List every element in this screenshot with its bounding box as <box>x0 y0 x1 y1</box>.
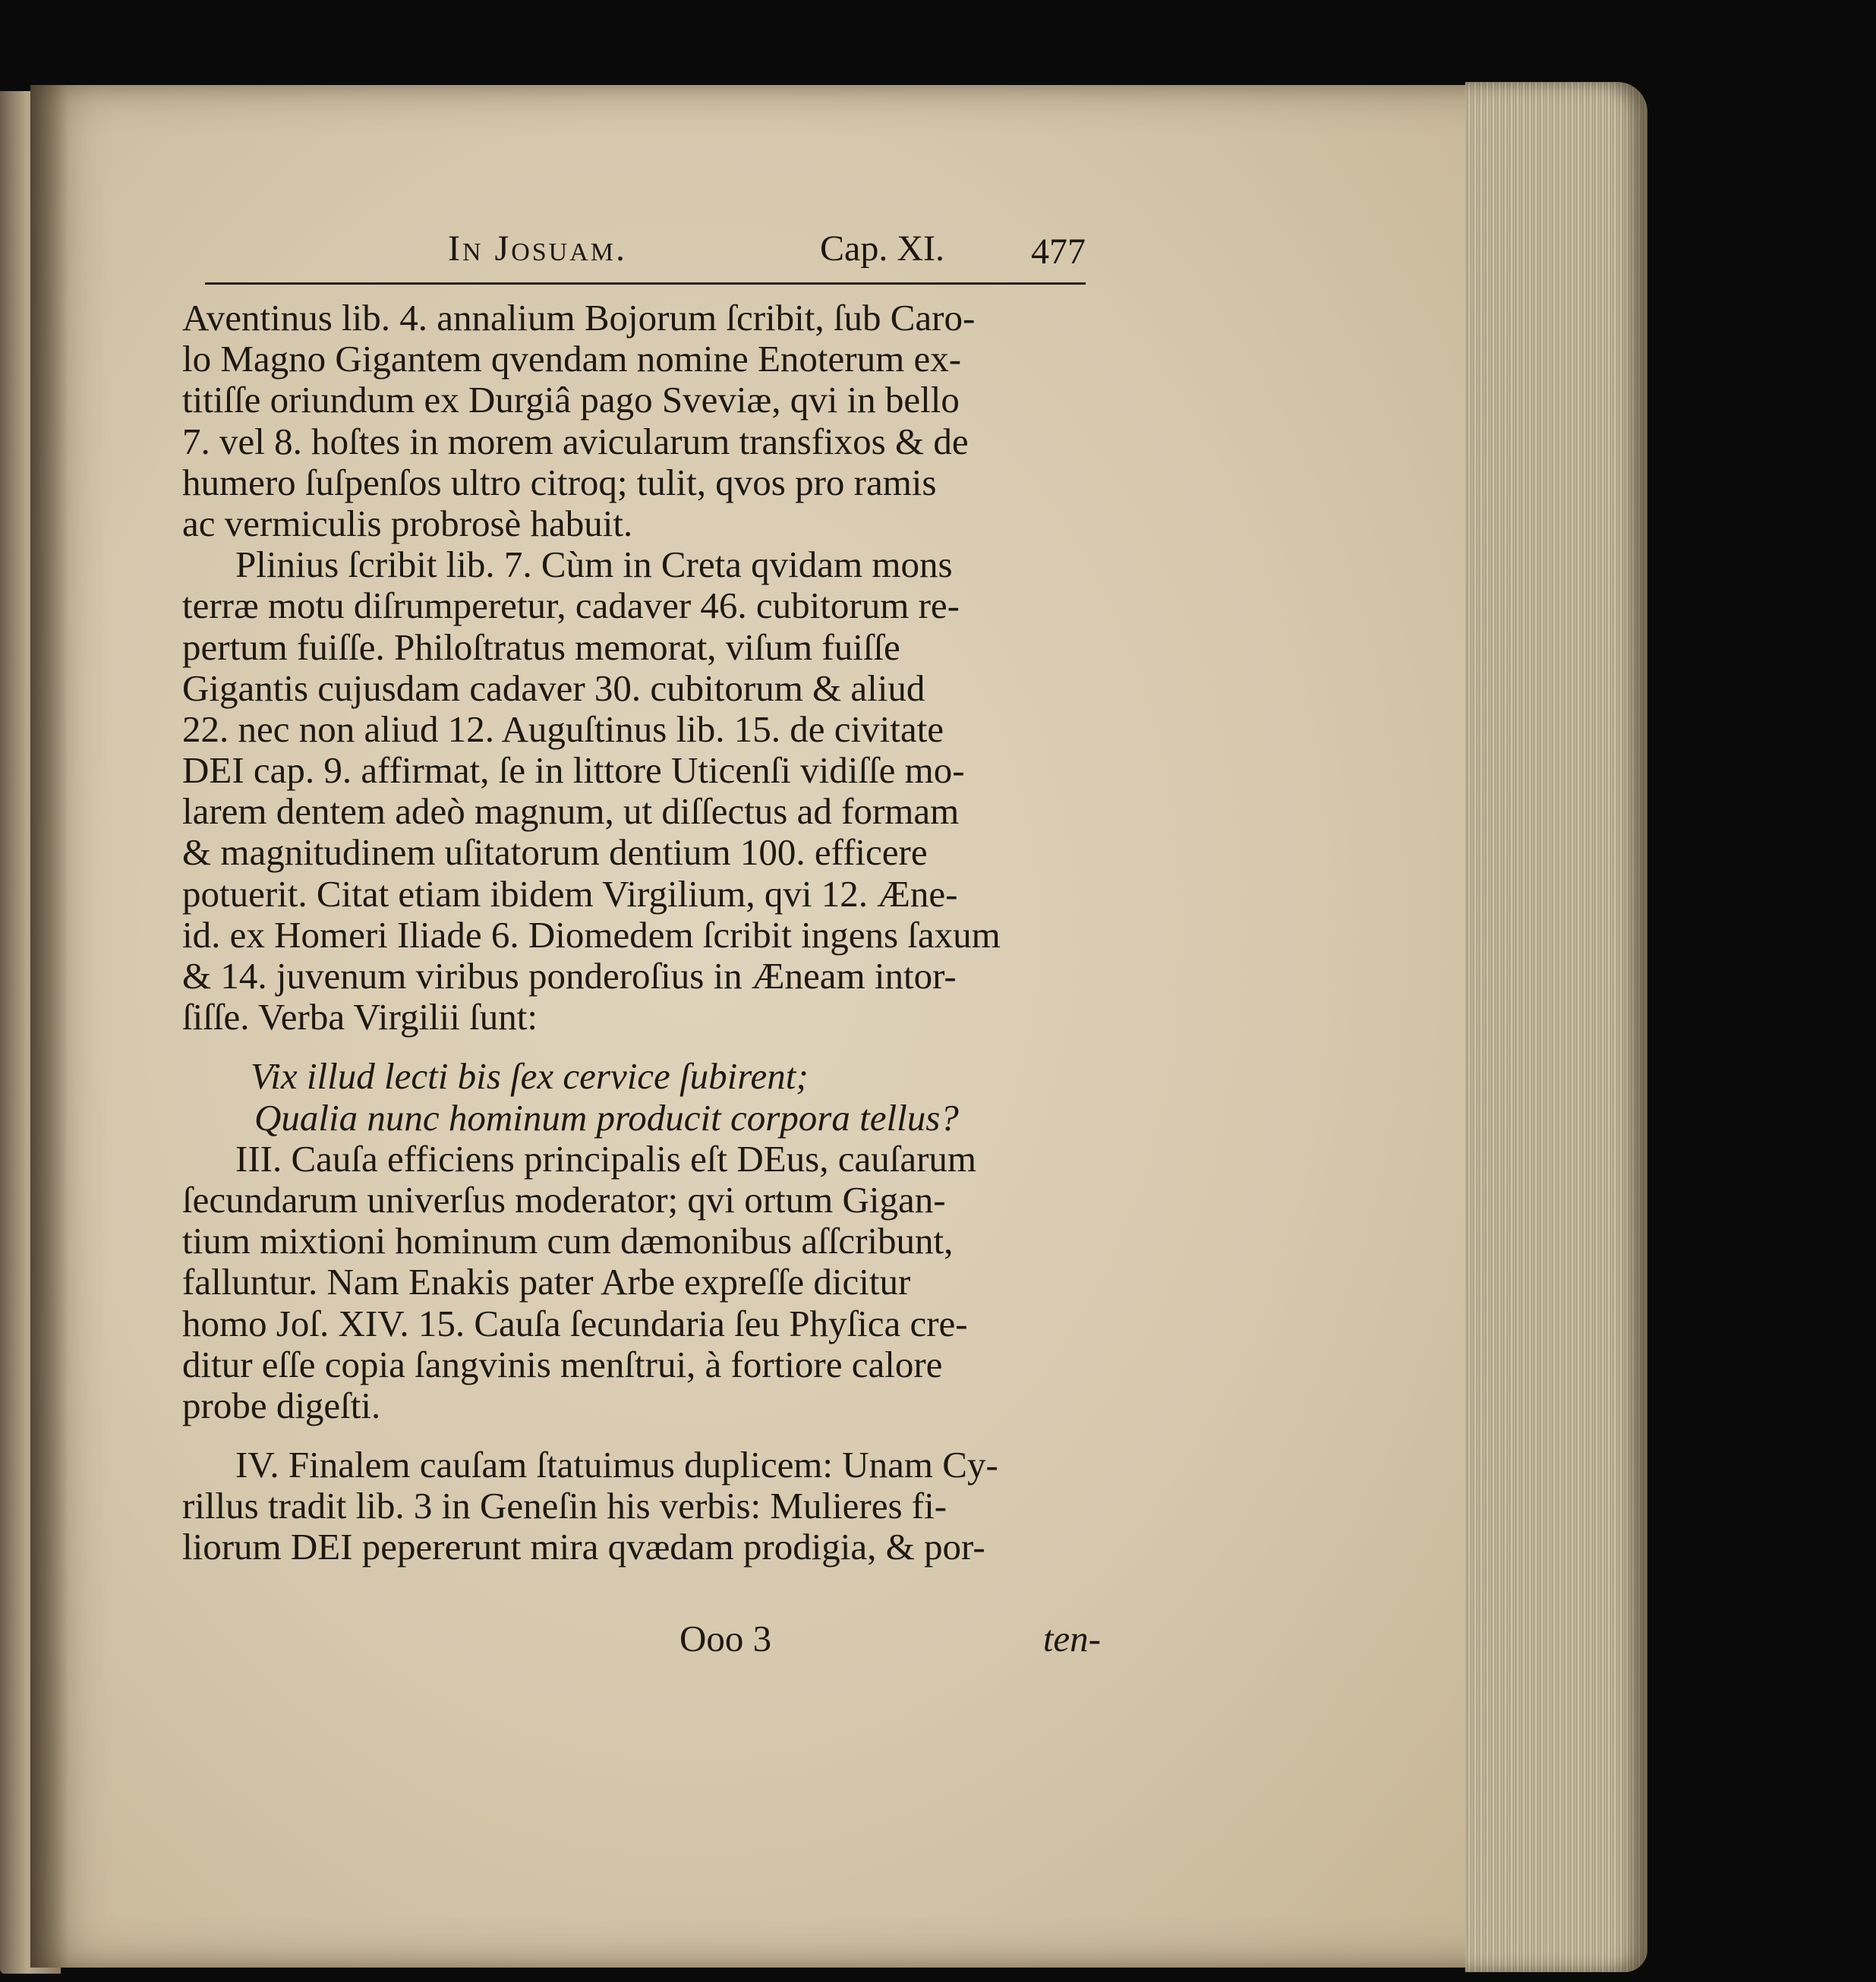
text-line: titiſſe oriundum ex Durgiâ pago Sveviæ, qvi in bello <box>182 379 960 421</box>
header-rule <box>205 282 1086 285</box>
text-line: Aventinus lib. 4. annalium Bojorum ſcribit, ſub Caro- <box>182 297 976 339</box>
text-line: tium mixtioni hominum cum dæmonibus aſſcribunt, <box>182 1220 954 1262</box>
spacer <box>182 1426 1101 1445</box>
text-line: Gigantis cujusdam cadaver 30. cubitorum & aliud <box>182 666 925 709</box>
text-line: IV. Finalem cauſam ſtatuimus duplicem: Unam Cy- <box>235 1444 998 1486</box>
page-header <box>186 228 1093 288</box>
text-line: ſecundarum univerſus moderator; qvi ortum Gigan- <box>182 1178 946 1221</box>
text-line: ditur eſſe copia ſangvinis menſtrui, à fortiore calore <box>182 1343 943 1385</box>
text-line: ſiſſe. Verba Virgilii ſunt: <box>182 996 538 1038</box>
text-line: id. ex Homeri Iliade 6. Diomedem ſcribit ingens ſaxum <box>182 913 1001 956</box>
text-line: probe digeſti. <box>182 1384 381 1426</box>
text-line: humero ſuſpenſos ultro citroq; tulit, qvos pro ramis <box>182 461 937 503</box>
spacer <box>182 1038 1101 1056</box>
binding-shadow <box>30 85 68 1968</box>
text-line: Plinius ſcribit lib. 7. Cùm in Creta qvidam mons <box>235 544 953 586</box>
page-block-edge <box>1465 82 1647 1972</box>
text-line: pertum fuiſſe. Philoſtratus memorat, viſum fuiſſe <box>182 625 900 668</box>
text-line: & 14. juvenum viribus ponderoſius in Æneam intor- <box>182 955 957 997</box>
running-title: In Josuam. <box>448 228 628 269</box>
signature-mark: Ooo 3 <box>679 1618 772 1659</box>
text-line: ac vermiculis probrosè habuit. <box>182 502 633 544</box>
text-line: rillus tradit lib. 3 in Geneſin his verbis: Mulieres fi- <box>182 1485 947 1527</box>
body-text <box>182 298 1101 1568</box>
text-line: DEI cap. 9. affirmat, ſe in littore Uticenſi vidiſſe mo- <box>182 749 965 792</box>
text-line: terræ motu diſrumperetur, cadaver 46. cubitorum re- <box>182 585 960 627</box>
page-number: 477 <box>1031 232 1086 272</box>
catchword: ten- <box>1042 1618 1101 1659</box>
text-line: & magnitudinem uſitatorum dentium 100. efficere <box>182 831 928 874</box>
text-line: homo Joſ. XIV. 15. Cauſa ſecundaria ſeu Phyſica cre- <box>182 1302 968 1344</box>
text-line: 22. nec non aliud 12. Auguſtinus lib. 15. de civitate <box>182 707 944 750</box>
chapter-heading: Cap. XI. <box>820 228 944 269</box>
text-line: 7. vel 8. hoſtes in morem avicularum transfixos & de <box>182 420 969 462</box>
text-line: falluntur. Nam Enakis pater Arbe expreſſe dicitur <box>182 1261 911 1303</box>
text-line: liorum DEI pepererunt mira qvædam prodigia, & por- <box>182 1526 985 1568</box>
text-line: lo Magno Gigantem qvendam nomine Enoterum ex- <box>182 338 962 380</box>
text-line: III. Cauſa efficiens principalis eſt DEus, cauſarum <box>235 1137 977 1180</box>
text-line: larem dentem adeò magnum, ut diſſectus ad formam <box>182 790 960 833</box>
verse-line: Qualia nunc hominum producit corpora tellus? <box>254 1096 959 1139</box>
text-line: potuerit. Citat etiam ibidem Virgilium, qvi 12. Æne- <box>182 872 958 915</box>
verse-line: Vix illud lecti bis ſex cervice ſubirent; <box>251 1055 809 1098</box>
page-footer <box>182 1617 1101 1662</box>
